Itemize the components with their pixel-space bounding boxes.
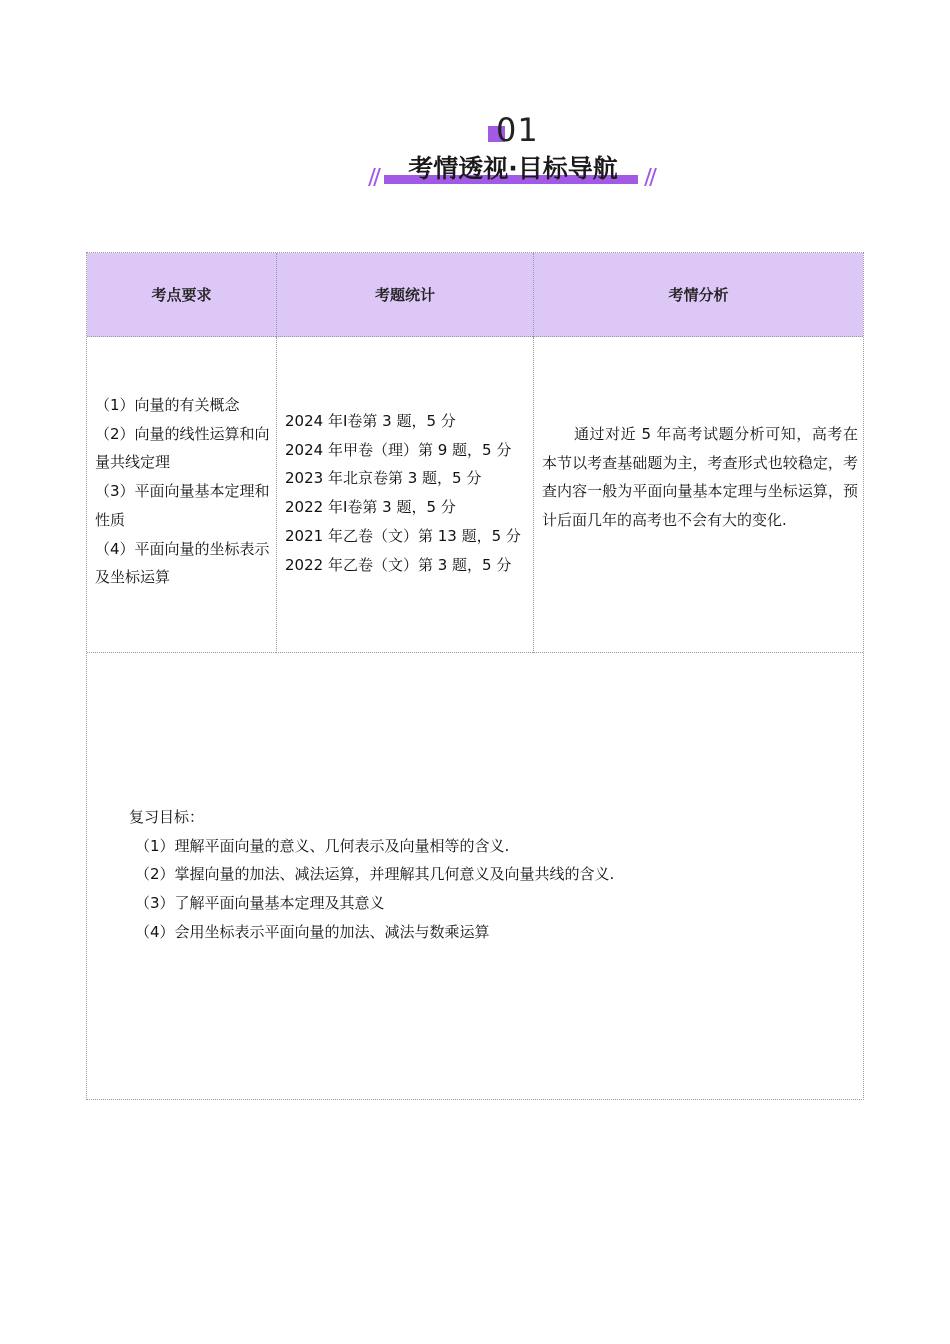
goal-item: （4）会用坐标表示平面向量的加法、减法与数乘运算 — [135, 922, 490, 941]
statistic-item: 2021 年乙卷（文）第 13 题，5 分 — [285, 526, 521, 545]
requirement-item: （1）向量的有关概念 — [95, 396, 240, 414]
requirement-item: （4）平面向量的坐标表示及坐标运算 — [95, 539, 270, 587]
header-requirements: 考点要求 — [87, 253, 276, 337]
statistic-item: 2023 年北京卷第 3 题，5 分 — [285, 469, 482, 488]
statistic-item: 2022 年乙卷（文）第 3 题，5 分 — [285, 555, 512, 574]
header-analysis: 考情分析 — [533, 253, 863, 337]
analysis-text: 通过对近 5 年高考试题分析可知，高考在本节以考查基础题为主，考查形式也较稳定，考查内容一般为平面向量基本定理与坐标运算，预计后面几年的高考也不会有大的变化. — [542, 425, 858, 530]
goal-item: （3）了解平面向量基本定理及其意义 — [135, 894, 385, 913]
slash-decoration-right-icon — [644, 168, 658, 186]
statistic-item: 2024 年甲卷（理）第 9 题，5 分 — [285, 440, 512, 459]
section-header — [368, 150, 658, 194]
review-goals-cell — [87, 653, 863, 1099]
requirements-cell — [87, 337, 276, 653]
goal-item: （2）掌握向量的加法、减法运算，并理解其几何意义及向量共线的含义. — [135, 865, 615, 884]
requirement-item: （2）向量的线性运算和向量共线定理 — [95, 424, 270, 472]
goals-title: 复习目标： — [129, 808, 205, 826]
requirement-item: （3）平面向量基本定理和性质 — [95, 482, 270, 529]
section-title: 考情透视·目标导航 — [408, 154, 618, 183]
analysis-cell — [533, 337, 863, 653]
exam-analysis-table — [86, 252, 864, 1100]
header-statistics: 考题统计 — [276, 253, 533, 337]
statistic-item: 2022 年Ⅰ卷第 3 题，5 分 — [285, 498, 456, 517]
section-number — [488, 112, 548, 152]
section-number-text: 01 — [496, 111, 539, 149]
statistics-cell — [276, 337, 533, 653]
statistic-item: 2024 年Ⅰ卷第 3 题，5 分 — [285, 412, 456, 430]
goal-item: （1）理解平面向量的意义、几何表示及向量相等的含义. — [135, 836, 510, 855]
